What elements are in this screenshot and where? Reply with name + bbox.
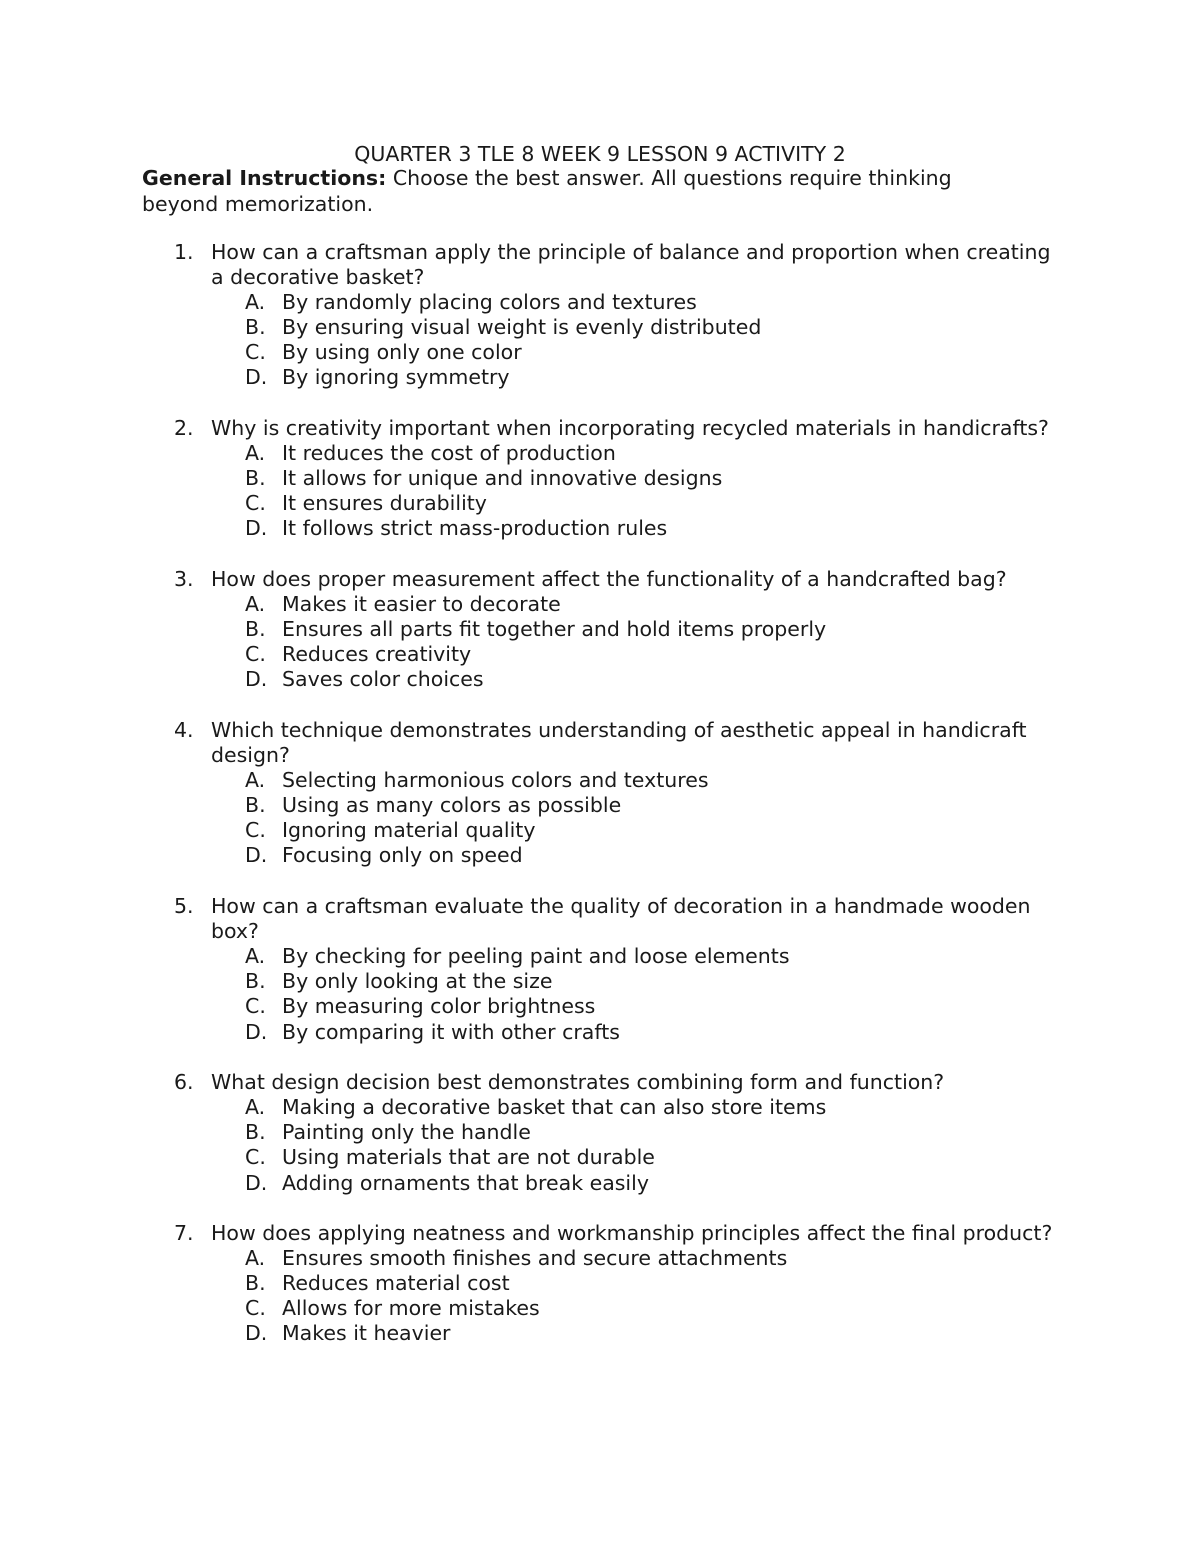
answer-option [0,793,1200,818]
answer-option [0,994,1200,1019]
option-letter: C. [245,994,266,1019]
option-letter: D. [245,843,268,868]
answer-option [0,1120,1200,1145]
answer-options [0,592,1200,692]
question-item [0,894,1200,1045]
page-title: QUARTER 3 TLE 8 WEEK 9 LESSON 9 ACTIVITY 2 [354,142,846,166]
question-number: 3. [174,567,194,592]
question-text: How does applying neatness and workmanship principles affect the final product? [211,1221,1053,1246]
option-letter: A. [245,290,266,315]
option-text: Adding ornaments that break easily [282,1170,649,1195]
option-text: Ensures smooth finishes and secure attachments [282,1246,788,1271]
option-letter: C. [245,491,266,516]
option-letter: B. [245,315,266,340]
answer-option [0,1321,1200,1346]
question-text: What design decision best demonstrates combining form and function? [211,1070,945,1095]
question-item [0,718,1200,869]
answer-option [0,969,1200,994]
answer-option [0,340,1200,365]
option-text: Allows for more mistakes [282,1296,540,1321]
question-item [0,567,1200,692]
answer-option [0,365,1200,390]
answer-option [0,290,1200,315]
option-text: Makes it heavier [282,1321,451,1346]
option-letter: D. [245,1170,268,1195]
option-letter: C. [245,340,266,365]
answer-option [0,617,1200,642]
option-letter: B. [245,1271,266,1296]
option-text: Ensures all parts fit together and hold items properly [282,617,827,642]
option-text: By using only one color [282,340,522,365]
option-text: Making a decorative basket that can also store items [282,1095,827,1120]
option-letter: A. [245,592,266,617]
question-number: 7. [174,1221,194,1246]
question-item [0,416,1200,541]
answer-option [0,1296,1200,1321]
answer-options [0,1246,1200,1346]
question-text: Why is creativity important when incorporating recycled materials in handicrafts? [211,416,1049,441]
question-item [0,1070,1200,1195]
option-text: Ignoring material quality [282,818,536,843]
option-text: By checking for peeling paint and loose elements [282,944,790,969]
question-number: 6. [174,1070,194,1095]
option-letter: A. [245,1246,266,1271]
option-text: By ignoring symmetry [282,365,510,390]
option-letter: A. [245,944,266,969]
option-text: Using materials that are not durable [282,1145,655,1170]
answer-option [0,1095,1200,1120]
question-item [0,1221,1200,1346]
question-list [0,240,1200,1372]
option-text: By measuring color brightness [282,994,596,1019]
option-text: Focusing only on speed [282,843,523,868]
option-text: By ensuring visual weight is evenly distributed [282,315,762,340]
option-letter: D. [245,1321,268,1346]
general-instructions [142,166,1022,217]
instructions-label: General Instructions: [142,166,387,190]
answer-options [0,1095,1200,1195]
answer-option [0,1271,1200,1296]
option-letter: B. [245,466,266,491]
question-text: How can a craftsman evaluate the quality of decoration in a handmade wooden box? [211,894,1031,944]
question-item [0,240,1200,391]
option-letter: C. [245,1296,266,1321]
question-text: How can a craftsman apply the principle of balance and proportion when creating a decorative basket? [211,240,1051,290]
option-letter: D. [245,1019,268,1044]
option-letter: D. [245,365,268,390]
answer-options [0,441,1200,541]
answer-option [0,843,1200,868]
question-number: 4. [174,718,194,742]
option-letter: D. [245,516,268,541]
answer-options [0,944,1200,1044]
option-text: By only looking at the size [282,969,553,994]
option-letter: A. [245,1095,266,1120]
option-text: It reduces the cost of production [282,441,616,466]
answer-option [0,1171,1200,1196]
option-text: Using as many colors as possible [282,793,622,818]
answer-option [0,1145,1200,1170]
answer-option [0,1020,1200,1045]
answer-option [0,642,1200,667]
answer-option [0,592,1200,617]
answer-option [0,768,1200,793]
answer-options [0,290,1200,390]
answer-option [0,667,1200,692]
option-text: Painting only the handle [282,1120,531,1145]
answer-option [0,516,1200,541]
answer-option [0,441,1200,466]
option-letter: D. [245,667,268,692]
option-letter: C. [245,1145,266,1170]
answer-option [0,818,1200,843]
answer-option [0,315,1200,340]
option-text: Saves color choices [282,667,484,692]
option-letter: C. [245,818,266,843]
option-text: By randomly placing colors and textures [282,290,697,315]
option-letter: B. [245,1120,266,1145]
option-text: Reduces material cost [282,1271,510,1296]
option-text: Selecting harmonious colors and textures [282,768,709,793]
option-letter: B. [245,969,266,994]
question-number: 1. [174,240,194,264]
question-number: 5. [174,894,194,919]
answer-option [0,466,1200,491]
option-text: Reduces creativity [282,642,472,667]
instructions-text: Choose the best answer. All questions require thinking beyond memorization. [142,166,952,216]
answer-option [0,1246,1200,1271]
option-letter: A. [245,768,266,793]
option-text: It allows for unique and innovative designs [282,466,723,491]
option-text: Makes it easier to decorate [282,592,561,617]
option-letter: C. [245,642,266,667]
answer-options [0,768,1200,868]
option-text: It follows strict mass-production rules [282,516,668,541]
answer-option [0,944,1200,969]
option-letter: B. [245,793,266,818]
option-text: It ensures durability [282,491,487,516]
question-number: 2. [174,416,194,441]
option-text: By comparing it with other crafts [282,1019,620,1044]
answer-option [0,491,1200,516]
option-letter: B. [245,617,266,642]
option-letter: A. [245,441,266,466]
question-text: How does proper measurement affect the functionality of a handcrafted bag? [211,567,1007,592]
question-text: Which technique demonstrates understanding of aesthetic appeal in handicraft design? [211,718,1027,768]
